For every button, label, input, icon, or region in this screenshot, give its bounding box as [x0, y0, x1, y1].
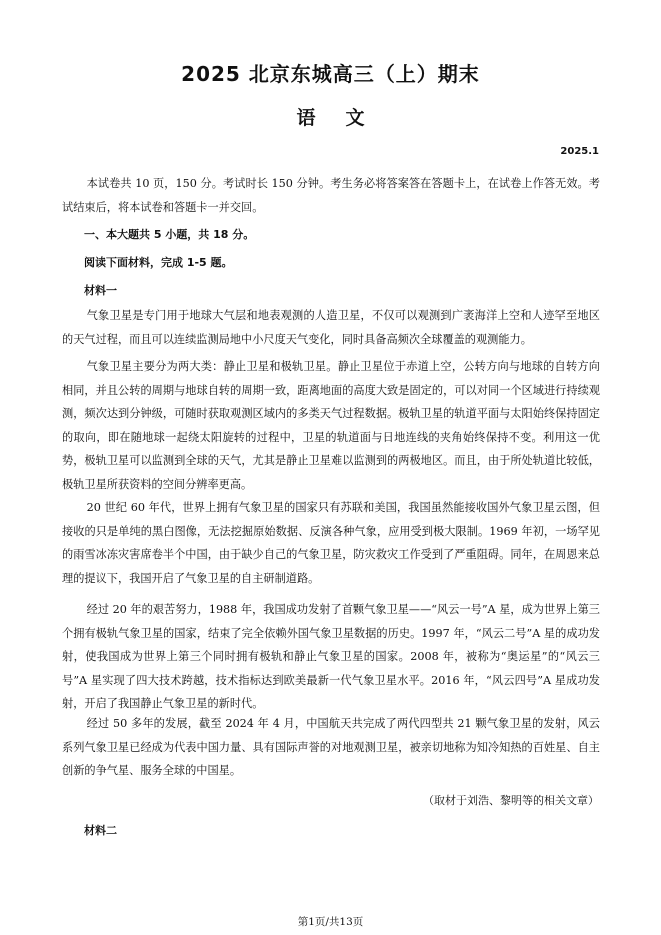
page-number: 第1页/共13页 — [297, 916, 364, 928]
exam-instructions: 本试卷共 10 页，150 分。考试时长 150 分钟。考生务必将答案答在答题卡上，在试卷上作答无效。考试结束后，将本试卷和答题卡一并交回。 — [62, 177, 600, 214]
material-one-label: 材料一 — [84, 284, 117, 297]
material-one-paragraph-2: 气象卫星主要分为两大类：静止卫星和极轨卫星。静止卫星位于赤道上空，公转方向与地球的自转方向相同，并且公转的周期与地球自转的周期一致，距离地面的高度大致是固定的，可以对同一个区域进行持续观测，频次达到分钟级，可随时获取观测区域内的多类天气过程数据。极轨卫星的轨道平面与太阳始终保持固定的取向，即在随地球一起绕太阳旋转的过程中，卫星的轨道面与日地连线的夹角始终保持不变。利用这一优势，极轨卫星可以监测到全球的天气，尤其是静止卫星难以监测到的两极地区。而且，由于所处轨道比较低，极轨卫星所获资料的空间分辨率更高。 — [62, 360, 600, 491]
material-one-paragraph-3: 20 世纪 60 年代，世界上拥有气象卫星的国家只有苏联和美国，我国虽然能接收国外气象卫星云图，但接收的只是单纯的黑白图像，无法挖掘原始数据、反演各种气象，应用受到极大限制。1969 年初，一场罕见的雨雪冰冻灾害席卷半个中国，由于缺少自己的气象卫星，防灾救灾工作受到了严重阻碍。同年，在周恩来总理的提议下，我国开启了气象卫星的自主研制道路。 — [62, 501, 600, 585]
material-one-source: （取材于刘浩、黎明等的相关文章） — [423, 794, 599, 807]
material-one-paragraph-5: 经过 50 多年的发展，截至 2024 年 4 月，中国航天共完成了两代四型共 21 颗气象卫星的发射，风云系列气象卫星已经成为代表中国力量、具有国际声誉的对地观测卫星，被亲切地称为知冷知热的百姓星、自主创新的争气星、服务全球的中国星。 — [62, 717, 600, 777]
subject-title: 语文 — [296, 107, 395, 129]
reading-directions: 阅读下面材料，完成 1-5 题。 — [84, 256, 233, 269]
exam-date: 2025.1 — [560, 146, 599, 157]
material-two-label: 材料二 — [84, 824, 117, 837]
exam-title: 2025 北京东城高三（上）期末 — [181, 62, 480, 86]
section-one-heading: 一、本大题共 5 小题，共 18 分。 — [84, 228, 255, 241]
material-one-paragraph-4: 经过 20 年的艰苦努力，1988 年，我国成功发射了首颗气象卫星——“风云一号”A 星，成为世界上第三个拥有极轨气象卫星的国家，结束了完全依赖外国气象卫星数据的历史。1997 年，“风云二号”A 星的成功发射，使我国成为世界上第三个同时拥有极轨和静止气象卫星的国家。2008 年，被称为“奥运星”的“风云三号”A 星实现了四大技术跨越，技术指标达到欧美最新一代气象卫星水平。2016 年，“风云四号”A 星成功发射，开启了我国静止气象卫星的新时代。 — [62, 603, 600, 710]
material-one-paragraph-1: 气象卫星是专门用于地球大气层和地表观测的人造卫星，不仅可以观测到广袤海洋上空和人迹罕至地区的天气过程，而且可以连续监测局地中小尺度天气变化，同时具备高频次全球覆盖的观测能力。 — [62, 309, 600, 346]
